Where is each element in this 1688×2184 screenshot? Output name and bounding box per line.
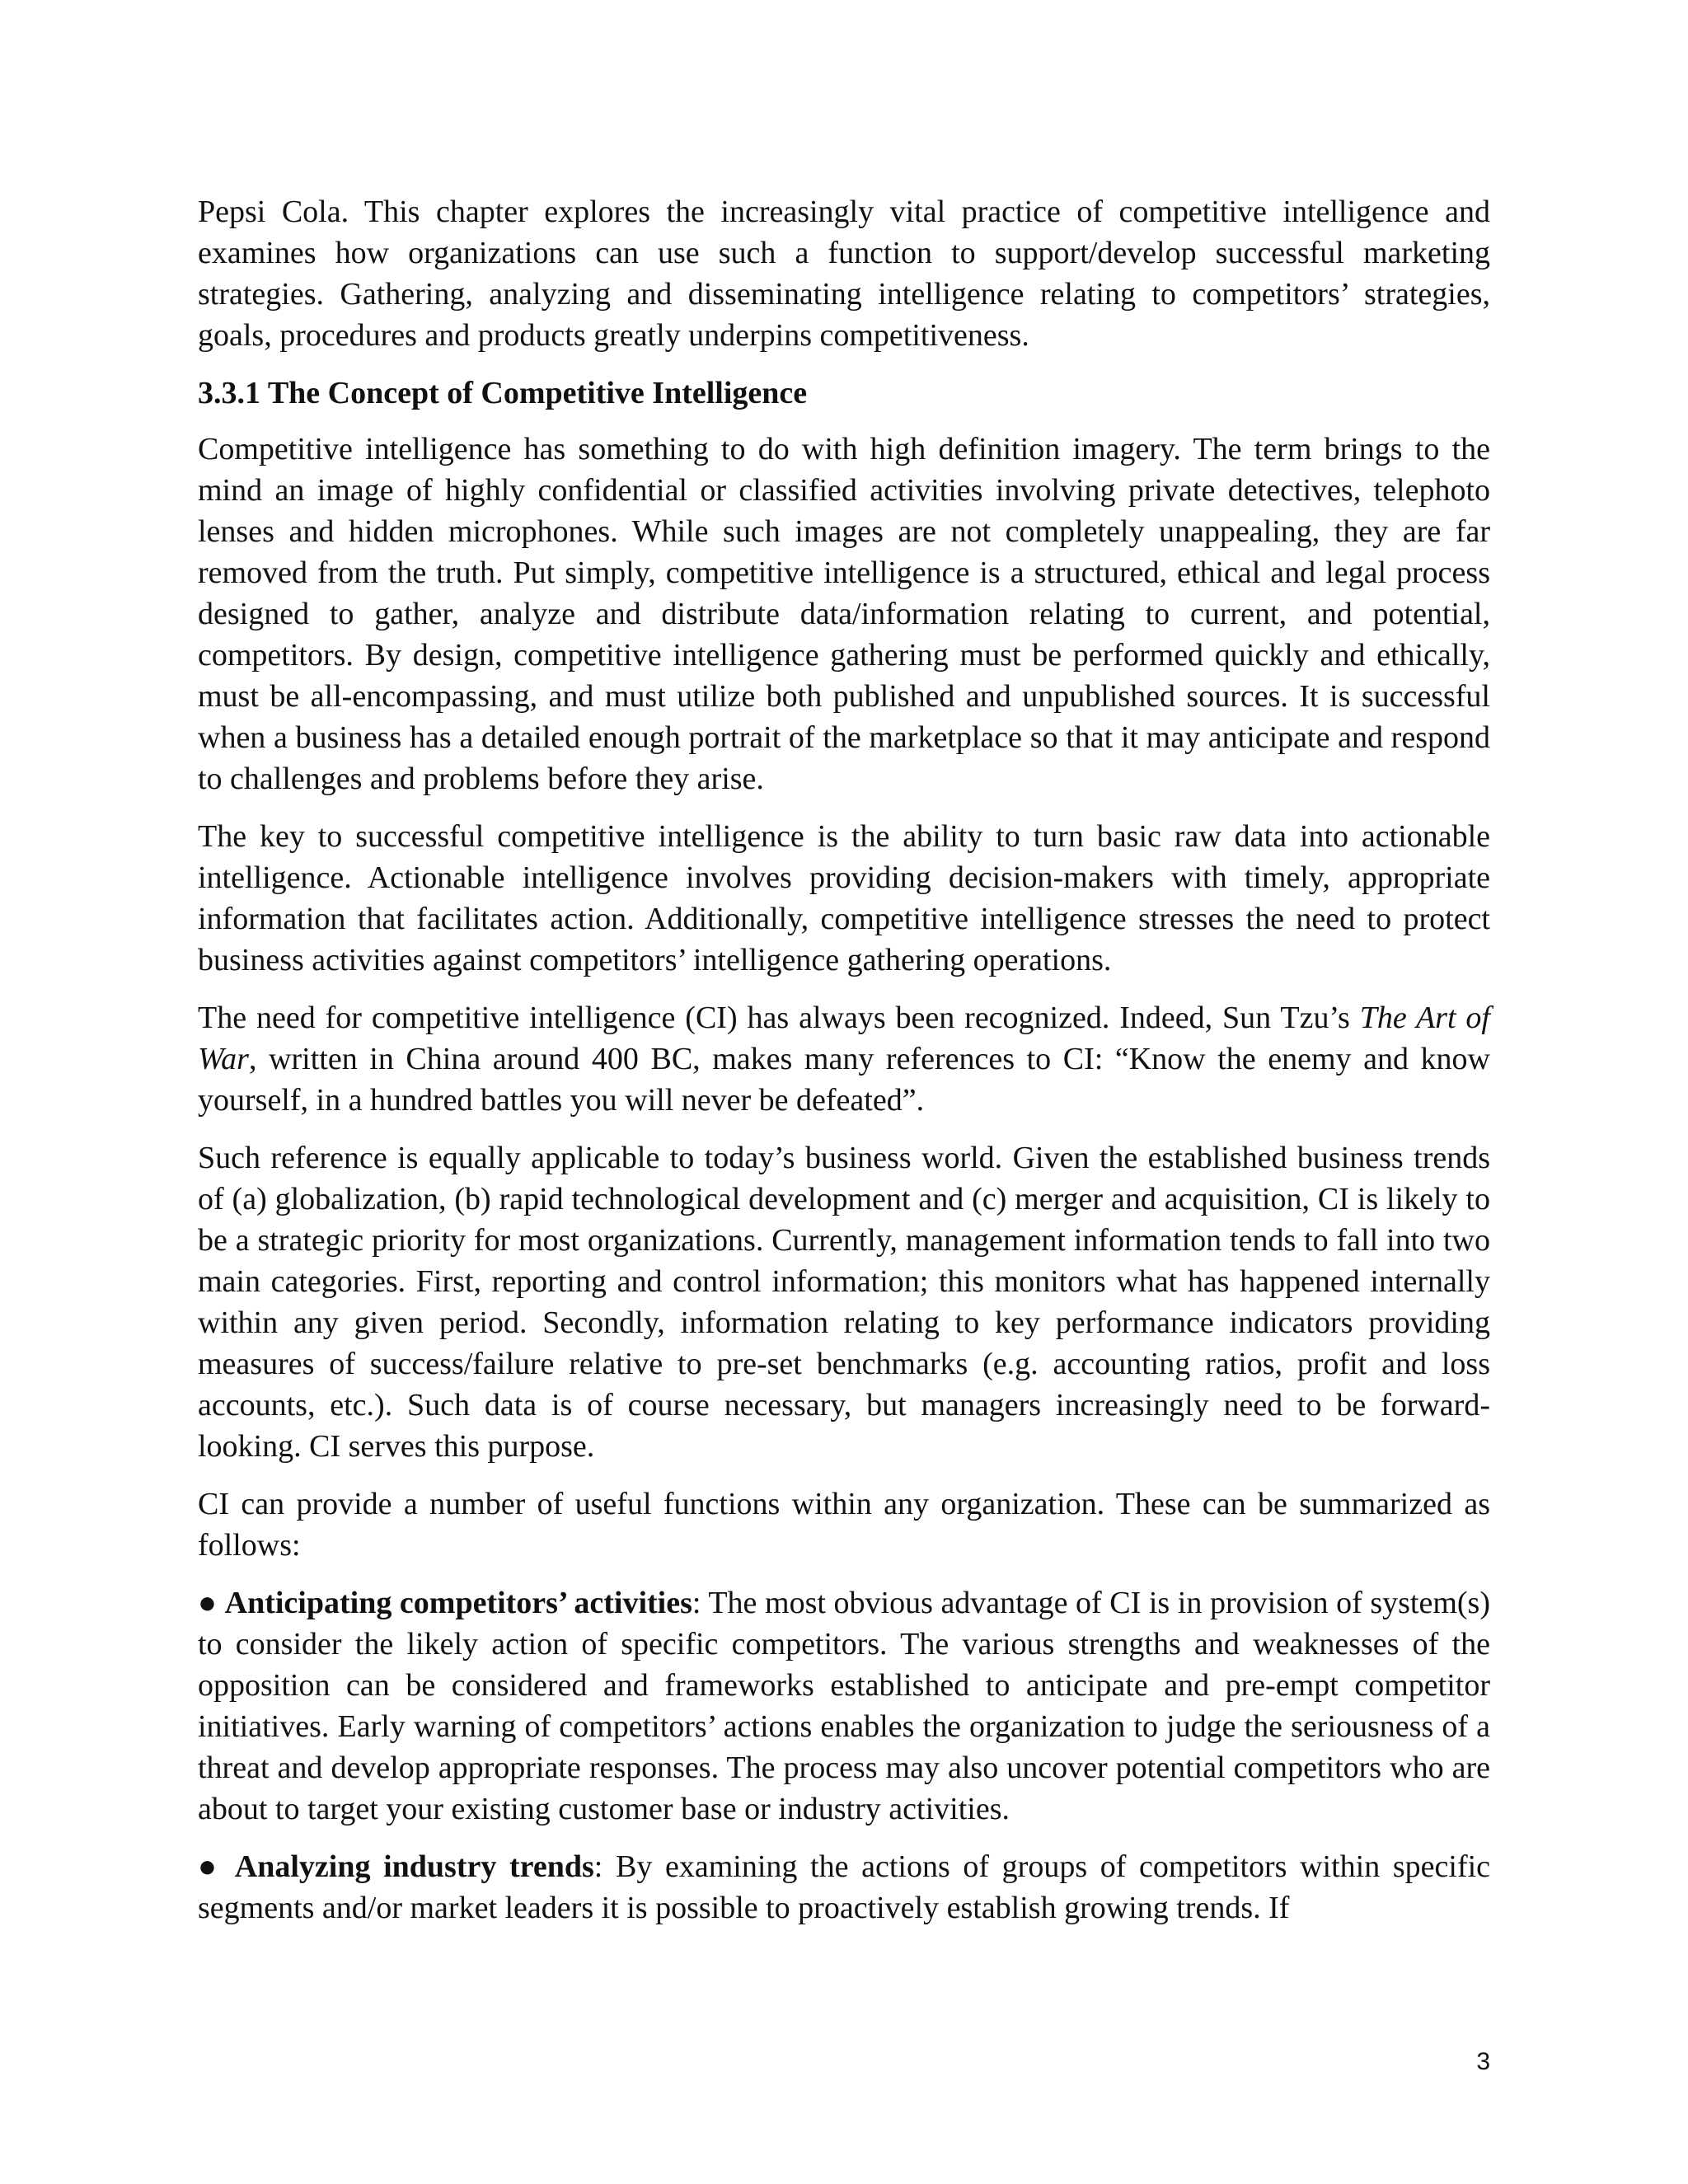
bullet-text: : The most obvious advantage of CI is in provision of system(s) to consider the likely action of specific competitors. The various strengths and weaknesses of the opposition can be considered and frameworks established to anticipate and pre-empt competitor initiatives. Early warning of competitors’ actions enables the organization to judge the seriousness of a threat and develop appropriate responses. The process may also uncover potential competitors who are about to target your existing customer base or industry activities. bbox=[198, 1586, 1490, 1826]
paragraph-actionable-intelligence: The key to successful competitive intelligence is the ability to turn basic raw data into actionable intelligence. Actionable intelligence involves providing decision-makers with timely, appropriate information that facilitates action. Additionally, competitive intelligence stresses the need to protect business activities against competitors’ intelligence gathering operations. bbox=[198, 819, 1490, 977]
bullet-analyzing-trends bbox=[198, 1846, 1490, 1929]
book-title-the-art-of-war: The Art of War bbox=[198, 1001, 1490, 1076]
paragraph-sun-tzu bbox=[198, 997, 1490, 1121]
section-heading: 3.3.1 The Concept of Competitive Intelligence bbox=[198, 376, 808, 410]
bullet-icon: ● bbox=[198, 1586, 218, 1620]
paragraph-sun-tzu-text-2: , written in China around 400 BC, makes many references to CI: “Know the enemy and know yourself, in a hundred battles you will never be defeated”. bbox=[198, 1042, 1490, 1118]
paragraph-sun-tzu-text-1: The need for competitive intelligence (CI) has always been recognized. Indeed, Sun Tzu’s bbox=[198, 1001, 1360, 1035]
paragraph-business-world: Such reference is equally applicable to today’s business world. Given the established business trends of (a) globalization, (b) rapid technological development and (c) merger and acquisition, CI is likely to be a strategic priority for most organizations. Currently, management information tends to fall into two main categories. First, reporting and control information; this monitors what has happened internally within any given period. Secondly, information relating to key performance indicators providing measures of success/failure relative to pre-set benchmarks (e.g. accounting ratios, profit and loss accounts, etc.). Such data is of course necessary, but managers increasingly need to be forward-looking. CI serves this purpose. bbox=[198, 1141, 1490, 1464]
bullet-title: Anticipating competitors’ activities bbox=[224, 1586, 692, 1620]
intro-paragraph: Pepsi Cola. This chapter explores the increasingly vital practice of competitive intelligence and examines how organizations can use such a function to support/develop successful marketing strategies. Gathering, analyzing and disseminating intelligence relating to competitors’ strategies, goals, procedures and products greatly underpins competitiveness. bbox=[198, 194, 1490, 353]
document-body bbox=[198, 191, 1490, 1945]
paragraph-definition: Competitive intelligence has something to do with high definition imagery. The term brings to the mind an image of highly confidential or classified activities involving private detectives, telephoto lenses and hidden microphones. While such images are not completely unappealing, they are far removed from the truth. Put simply, competitive intelligence is a structured, ethical and legal process designed to gather, analyze and distribute data/information relating to current, and potential, competitors. By design, competitive intelligence gathering must be performed quickly and ethically, must be all-encompassing, and must utilize both published and unpublished sources. It is successful when a business has a detailed enough portrait of the marketplace so that it may anticipate and respond to challenges and problems before they arise. bbox=[198, 432, 1490, 796]
paragraph-functions-intro: CI can provide a number of useful functions within any organization. These can be summarized as follows: bbox=[198, 1487, 1490, 1563]
bullet-icon: ● bbox=[198, 1849, 223, 1884]
page-number: 3 bbox=[1476, 2048, 1490, 2075]
bullet-text: : By examining the actions of groups of competitors within specific segments and/or market leaders it is possible to proactively establish growing trends. If bbox=[198, 1849, 1491, 1925]
bullet-anticipating-competitors bbox=[198, 1582, 1490, 1830]
bullet-title: Analyzing industry trends bbox=[234, 1849, 594, 1884]
